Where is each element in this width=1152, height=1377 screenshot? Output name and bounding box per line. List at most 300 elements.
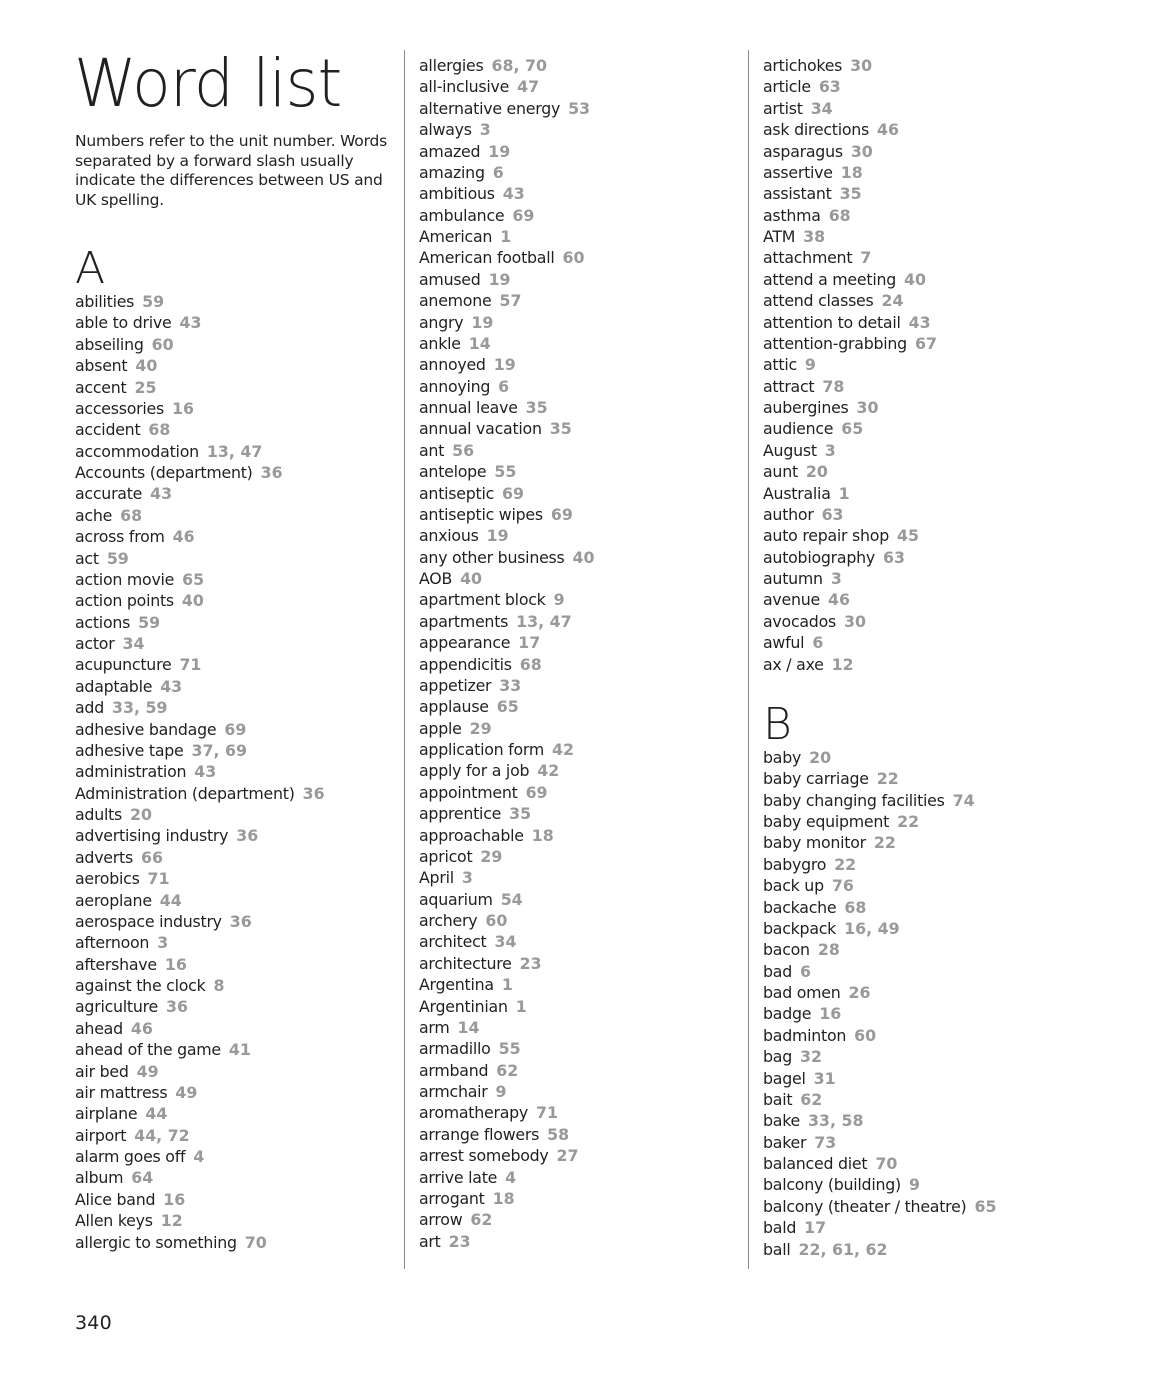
entry-unit-number: 36 <box>166 997 188 1017</box>
word-entry <box>75 911 325 932</box>
word-entry <box>419 675 595 696</box>
word-entry <box>419 312 595 333</box>
word-entry <box>763 55 996 76</box>
entry-word: backache <box>763 897 837 917</box>
word-entry <box>75 761 325 782</box>
entry-unit-number: 43 <box>908 312 931 332</box>
entry-word: approachable <box>419 825 524 845</box>
word-column-2 <box>419 55 595 1252</box>
entry-unit-number: 44, 72 <box>134 1125 190 1145</box>
entry-word: bad omen <box>763 983 841 1002</box>
word-entry <box>419 461 595 482</box>
entry-unit-number: 40 <box>572 547 595 567</box>
word-entry <box>419 889 595 910</box>
word-entry <box>419 290 595 311</box>
word-entry <box>419 825 595 846</box>
entry-unit-number: 1 <box>515 996 527 1016</box>
word-entry <box>763 98 996 119</box>
entry-unit-number: 63 <box>821 504 844 524</box>
entry-unit-number: 54 <box>500 889 523 909</box>
word-entry <box>763 205 996 226</box>
entry-unit-number: 19 <box>488 269 511 289</box>
entry-word: across from <box>75 527 165 547</box>
entry-word: anxious <box>419 526 479 546</box>
entry-unit-number: 3 <box>461 868 473 888</box>
entry-word: airport <box>75 1125 127 1145</box>
entry-unit-number: 55 <box>498 1039 521 1059</box>
entry-unit-number: 40 <box>181 591 204 611</box>
word-entry <box>763 854 996 875</box>
entry-word: asparagus <box>763 141 843 161</box>
entry-unit-number: 56 <box>452 440 475 460</box>
entry-word: armchair <box>419 1082 488 1101</box>
entry-unit-number: 3 <box>479 120 491 140</box>
entry-word: attract <box>763 376 815 396</box>
entry-unit-number: 35 <box>549 419 572 439</box>
entry-unit-number: 22 <box>873 833 896 853</box>
entry-word: aubergines <box>763 398 849 417</box>
entry-word: arrange flowers <box>419 1124 540 1144</box>
word-entry <box>419 718 595 739</box>
entry-unit-number: 18 <box>840 162 863 182</box>
entry-unit-number: 30 <box>843 611 866 631</box>
entry-word: babygro <box>763 854 827 874</box>
word-entry <box>763 504 996 525</box>
entry-word: awful <box>763 633 805 653</box>
word-entry <box>763 811 996 832</box>
entry-word: back up <box>763 876 824 896</box>
entry-unit-number: 9 <box>553 590 565 610</box>
word-entry <box>763 461 996 482</box>
entry-word: annual leave <box>419 398 518 417</box>
word-entry <box>75 1189 325 1210</box>
entry-word: always <box>419 120 472 140</box>
entry-unit-number: 43 <box>160 676 183 696</box>
word-entry <box>419 1145 595 1166</box>
entry-unit-number: 69 <box>224 719 247 739</box>
page-title: Word list <box>74 45 342 122</box>
entry-unit-number: 35 <box>509 804 532 824</box>
word-entry <box>75 868 325 889</box>
word-entry <box>763 397 996 418</box>
entry-word: balcony (building) <box>763 1175 901 1195</box>
word-entry <box>419 376 595 397</box>
entry-unit-number: 25 <box>134 377 157 397</box>
word-entry <box>419 483 595 504</box>
word-entry <box>763 790 996 811</box>
word-entry <box>75 312 325 333</box>
entry-word: appearance <box>419 633 511 653</box>
entry-word: aerospace industry <box>75 911 222 931</box>
word-entry <box>763 525 996 546</box>
section-letter: B <box>763 698 791 750</box>
entry-unit-number: 8 <box>213 976 225 995</box>
entry-word: amused <box>419 269 481 289</box>
word-entry <box>75 569 325 590</box>
word-entry <box>419 782 595 803</box>
entry-unit-number: 1 <box>500 227 512 246</box>
entry-unit-number: 29 <box>480 846 503 866</box>
entry-unit-number: 63 <box>882 547 905 567</box>
entry-unit-number: 42 <box>537 761 560 781</box>
entry-word: artist <box>763 98 803 118</box>
word-entry <box>419 183 595 204</box>
word-entry <box>75 1082 325 1103</box>
entry-unit-number: 65 <box>974 1196 997 1216</box>
entry-unit-number: 69 <box>550 504 573 524</box>
entry-word: antelope <box>419 462 487 482</box>
entry-word: arrest somebody <box>419 1146 549 1166</box>
word-entry <box>419 739 595 760</box>
word-entry <box>763 376 996 397</box>
word-entry <box>419 654 595 675</box>
entry-unit-number: 33 <box>499 675 522 695</box>
entry-unit-number: 58 <box>547 1124 570 1144</box>
word-entry <box>763 1025 996 1046</box>
entry-unit-number: 68, 70 <box>491 56 547 75</box>
entry-unit-number: 42 <box>552 740 574 759</box>
entry-unit-number: 60 <box>854 1025 877 1045</box>
word-entry <box>75 654 325 675</box>
entry-word: Accounts (department) <box>75 463 253 482</box>
entry-word: ambulance <box>419 205 505 225</box>
entry-word: bag <box>763 1047 792 1067</box>
word-entry <box>419 205 595 226</box>
entry-unit-number: 27 <box>556 1146 579 1166</box>
entry-unit-number: 4 <box>505 1167 517 1187</box>
entry-unit-number: 68 <box>120 505 143 525</box>
entry-word: attention-grabbing <box>763 333 907 353</box>
entry-unit-number: 12 <box>160 1211 183 1231</box>
entry-unit-number: 69 <box>525 782 548 802</box>
entry-unit-number: 65 <box>841 419 864 439</box>
entry-unit-number: 18 <box>492 1188 515 1208</box>
column-divider <box>404 50 405 1269</box>
entry-unit-number: 26 <box>848 983 871 1002</box>
entry-unit-number: 6 <box>812 633 824 653</box>
word-entry <box>75 996 325 1017</box>
word-entry <box>419 504 595 525</box>
entry-word: agriculture <box>75 997 158 1017</box>
entry-unit-number: 46 <box>828 590 850 610</box>
entry-unit-number: 36 <box>236 826 259 846</box>
entry-unit-number: 16 <box>819 1004 842 1024</box>
word-entry <box>419 55 595 76</box>
word-entry <box>763 939 996 960</box>
entry-unit-number: 13, 47 <box>206 441 263 461</box>
word-entry <box>419 418 595 439</box>
word-entry <box>419 76 595 97</box>
entry-unit-number: 68 <box>828 205 851 225</box>
entry-unit-number: 65 <box>182 569 205 589</box>
entry-word: apartment block <box>419 590 546 610</box>
entry-word: AOB <box>419 569 453 588</box>
entry-word: ambitious <box>419 184 495 204</box>
entry-word: ax / axe <box>763 654 824 674</box>
entry-word: ahead <box>75 1018 123 1038</box>
entry-word: actor <box>75 634 115 653</box>
entry-word: antiseptic <box>419 483 495 503</box>
word-entry <box>419 632 595 653</box>
word-entry <box>763 1153 996 1174</box>
entry-word: audience <box>763 419 834 439</box>
word-entry <box>75 783 325 804</box>
entry-unit-number: 24 <box>881 291 904 311</box>
word-entry <box>419 1102 595 1123</box>
word-entry <box>419 867 595 888</box>
word-entry <box>75 505 325 526</box>
entry-unit-number: 28 <box>817 940 840 960</box>
word-entry <box>419 1060 595 1081</box>
entry-word: anemone <box>419 291 492 311</box>
entry-word: action movie <box>75 569 175 589</box>
entry-unit-number: 43 <box>194 762 217 782</box>
entry-word: badminton <box>763 1025 847 1045</box>
word-entry <box>75 1232 325 1253</box>
word-entry <box>75 740 325 761</box>
word-entry <box>75 355 325 376</box>
word-entry <box>419 440 595 461</box>
entry-unit-number: 68 <box>844 897 867 917</box>
word-entry <box>419 1231 595 1252</box>
entry-word: act <box>75 548 99 568</box>
entry-unit-number: 7 <box>860 248 872 268</box>
word-entry <box>763 333 996 354</box>
entry-unit-number: 36 <box>302 783 325 803</box>
entry-word: actions <box>75 612 131 632</box>
entry-word: baby monitor <box>763 833 866 853</box>
entry-unit-number: 78 <box>822 376 845 396</box>
entry-word: antiseptic wipes <box>419 504 543 524</box>
entry-word: ball <box>763 1239 791 1259</box>
entry-word: bad <box>763 961 792 981</box>
page-number: 340 <box>75 1312 112 1334</box>
entry-word: any other business <box>419 547 565 567</box>
word-entry <box>75 483 325 504</box>
entry-word: airplane <box>75 1104 138 1124</box>
entry-word: bald <box>763 1218 797 1238</box>
entry-word: accurate <box>75 484 143 504</box>
entry-unit-number: 9 <box>908 1175 920 1195</box>
entry-unit-number: 3 <box>830 569 842 588</box>
word-entry <box>763 312 996 333</box>
entry-unit-number: 38 <box>803 227 826 246</box>
word-entry <box>75 612 325 633</box>
word-entry <box>75 954 325 975</box>
entry-word: Argentina <box>419 975 494 995</box>
entry-unit-number: 74 <box>952 790 975 810</box>
entry-unit-number: 23 <box>519 953 542 973</box>
word-entry <box>763 183 996 204</box>
entry-word: autobiography <box>763 547 875 567</box>
entry-word: administration <box>75 762 187 782</box>
entry-unit-number: 62 <box>496 1060 519 1080</box>
entry-unit-number: 64 <box>131 1168 154 1188</box>
entry-unit-number: 36 <box>229 911 252 931</box>
entry-unit-number: 14 <box>457 1017 480 1037</box>
entry-word: appointment <box>419 782 518 802</box>
word-entry <box>419 953 595 974</box>
entry-word: ahead of the game <box>75 1040 221 1060</box>
word-entry <box>75 676 325 697</box>
word-entry <box>763 589 996 610</box>
word-entry <box>763 247 996 268</box>
entry-word: arrive late <box>419 1167 498 1187</box>
entry-unit-number: 47 <box>517 77 540 97</box>
word-entry <box>75 825 325 846</box>
entry-unit-number: 3 <box>157 933 169 953</box>
entry-word: ant <box>419 440 445 460</box>
entry-unit-number: 62 <box>800 1089 823 1109</box>
entry-word: American football <box>419 248 555 268</box>
entry-word: ask directions <box>763 120 870 140</box>
entry-word: August <box>763 440 817 460</box>
entry-word: attachment <box>763 248 853 268</box>
entry-word: amazed <box>419 141 481 161</box>
entry-word: attention to detail <box>763 312 901 332</box>
entry-word: balanced diet <box>763 1154 868 1173</box>
entry-word: annoying <box>419 376 491 396</box>
word-entry <box>763 290 996 311</box>
entry-word: architect <box>419 932 487 952</box>
entry-unit-number: 40 <box>904 269 926 289</box>
entry-unit-number: 13, 47 <box>516 611 572 631</box>
entry-word: action points <box>75 591 174 611</box>
word-entry <box>75 1125 325 1146</box>
word-entry <box>75 548 325 569</box>
word-entry <box>763 1003 996 1024</box>
word-entry <box>763 568 996 589</box>
entry-unit-number: 12 <box>831 654 854 674</box>
entry-unit-number: 53 <box>568 98 591 118</box>
entry-word: American <box>419 227 493 246</box>
entry-unit-number: 30 <box>850 56 873 75</box>
entry-unit-number: 6 <box>498 376 510 396</box>
word-entry <box>75 441 325 462</box>
word-entry <box>75 804 325 825</box>
entry-unit-number: 60 <box>562 248 585 268</box>
word-entry <box>763 897 996 918</box>
word-entry <box>763 354 996 375</box>
word-entry <box>419 910 595 931</box>
entry-word: advertising industry <box>75 826 229 846</box>
entry-unit-number: 16 <box>163 1189 186 1209</box>
entry-word: attend a meeting <box>763 269 896 289</box>
entry-word: arrogant <box>419 1188 485 1208</box>
word-entry <box>419 974 595 995</box>
entry-word: bake <box>763 1111 801 1131</box>
word-entry <box>763 1196 996 1217</box>
entry-word: aromatherapy <box>419 1103 529 1123</box>
entry-word: amazing <box>419 162 485 182</box>
entry-unit-number: 9 <box>804 355 816 375</box>
entry-unit-number: 43 <box>150 484 173 504</box>
word-entry <box>75 1103 325 1124</box>
entry-unit-number: 71 <box>179 655 202 675</box>
entry-unit-number: 49 <box>136 1061 159 1081</box>
entry-unit-number: 41 <box>228 1040 251 1060</box>
word-entry <box>763 654 996 675</box>
word-entry <box>75 847 325 868</box>
entry-unit-number: 44 <box>145 1104 168 1124</box>
entry-word: applause <box>419 697 489 717</box>
entry-unit-number: 22 <box>897 812 920 831</box>
entry-unit-number: 17 <box>804 1218 827 1238</box>
word-entry <box>75 1210 325 1231</box>
entry-word: armadillo <box>419 1039 491 1059</box>
word-entry <box>763 1089 996 1110</box>
entry-unit-number: 22, 61, 62 <box>798 1239 888 1259</box>
entry-unit-number: 57 <box>499 291 522 311</box>
word-entry <box>763 1110 996 1131</box>
entry-word: application form <box>419 740 544 759</box>
entry-word: baby equipment <box>763 812 890 831</box>
entry-word: allergies <box>419 56 484 75</box>
word-entry <box>75 419 325 440</box>
word-entry <box>75 890 325 911</box>
word-entry <box>763 982 996 1003</box>
entry-word: bacon <box>763 940 810 960</box>
column-divider <box>748 50 749 1269</box>
word-entry <box>419 696 595 717</box>
entry-unit-number: 71 <box>536 1103 559 1123</box>
word-entry <box>763 1132 996 1153</box>
entry-word: autumn <box>763 569 823 588</box>
entry-word: appendicitis <box>419 654 512 674</box>
entry-unit-number: 16, 49 <box>844 918 900 938</box>
entry-word: assertive <box>763 162 833 182</box>
entry-word: archery <box>419 911 478 930</box>
word-entry <box>763 269 996 290</box>
entry-word: aunt <box>763 462 798 482</box>
entry-word: ache <box>75 505 113 525</box>
word-entry <box>75 1167 325 1188</box>
entry-word: baby changing facilities <box>763 790 945 810</box>
word-entry <box>763 162 996 183</box>
entry-word: asthma <box>763 205 821 225</box>
word-entry <box>419 1124 595 1145</box>
entry-unit-number: 65 <box>496 697 519 717</box>
entry-word: abilities <box>75 292 135 311</box>
entry-word: author <box>763 504 814 524</box>
word-entry <box>763 141 996 162</box>
entry-word: abseiling <box>75 334 144 354</box>
word-entry <box>419 397 595 418</box>
entry-word: badge <box>763 1004 812 1024</box>
word-entry <box>75 334 325 355</box>
entry-word: bagel <box>763 1068 806 1088</box>
entry-unit-number: 31 <box>813 1068 836 1088</box>
entry-unit-number: 18 <box>531 825 554 845</box>
entry-word: aeroplane <box>75 890 152 910</box>
entry-word: against the clock <box>75 976 206 995</box>
word-entry <box>763 483 996 504</box>
word-entry <box>763 226 996 247</box>
entry-word: air bed <box>75 1061 129 1081</box>
word-entry <box>75 719 325 740</box>
entry-word: baby <box>763 747 802 767</box>
word-entry <box>75 291 325 312</box>
entry-word: afternoon <box>75 933 150 953</box>
word-entry <box>75 526 325 547</box>
entry-word: armband <box>419 1060 489 1080</box>
entry-word: acupuncture <box>75 655 172 675</box>
entry-unit-number: 20 <box>130 805 153 824</box>
entry-unit-number: 33, 58 <box>808 1111 864 1131</box>
entry-word: adverts <box>75 847 133 867</box>
entry-word: adults <box>75 805 123 824</box>
word-entry <box>75 462 325 483</box>
